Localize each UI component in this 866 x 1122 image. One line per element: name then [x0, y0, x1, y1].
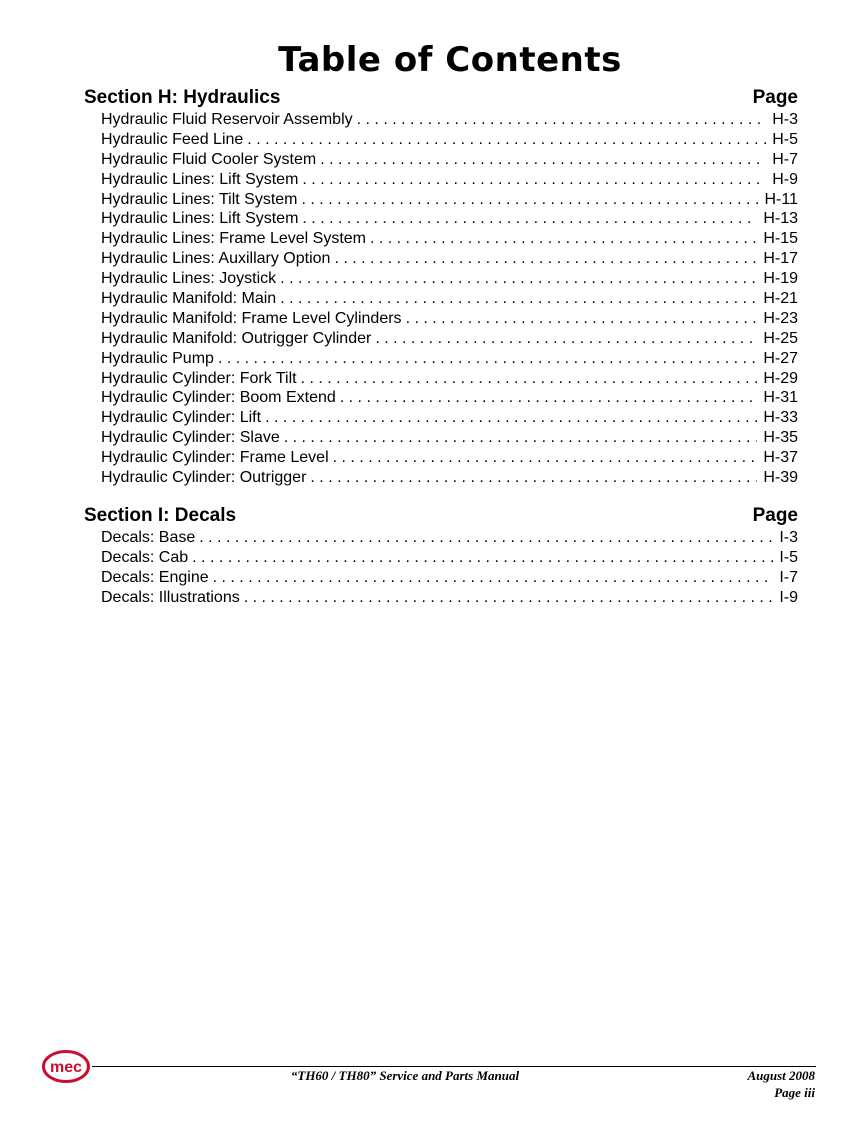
toc-entry-label: Hydraulic Cylinder: Lift [101, 409, 262, 427]
toc-entry-page: H-17 [763, 250, 798, 268]
dot-leader [218, 349, 757, 369]
toc-entry-page: H-15 [763, 230, 798, 248]
footer-date: August 2008 [747, 1068, 815, 1083]
dot-leader [192, 548, 773, 568]
toc-entry-page: I-3 [779, 529, 798, 546]
toc-entry-label: Hydraulic Manifold: Outrigger Cylinder [101, 329, 372, 347]
page-column-heading: Page [752, 505, 798, 526]
toc-entry-label: Hydraulic Lines: Joystick [101, 270, 277, 288]
toc-entry[interactable] [101, 388, 798, 408]
toc-entry-label: Hydraulic Lines: Lift System [101, 170, 299, 188]
dot-leader [302, 190, 759, 210]
toc-entry[interactable] [101, 468, 798, 488]
toc-entry-label: Hydraulic Manifold: Main [101, 290, 277, 308]
toc-entry[interactable] [101, 448, 798, 468]
toc-entry-label: Hydraulic Manifold: Frame Level Cylinders [101, 309, 402, 327]
toc-entry-label: Hydraulic Lines: Auxillary Option [101, 250, 331, 268]
toc-entry-page: H-27 [763, 349, 798, 367]
dot-leader [333, 448, 758, 468]
toc-entry-page: I-5 [779, 548, 798, 566]
toc-entry[interactable] [101, 309, 798, 329]
toc-entry[interactable] [101, 229, 798, 249]
toc-entry-label: Decals: Base [101, 529, 196, 546]
dot-leader [244, 588, 774, 608]
footer-rule [92, 1066, 816, 1067]
toc-entry-page: H-3 [772, 111, 798, 128]
dot-leader [406, 309, 758, 329]
section-heading: Section I: Decals [84, 505, 237, 526]
dot-leader [284, 428, 758, 448]
toc-entry-page: I-7 [779, 568, 798, 586]
toc-entry-page: H-11 [764, 190, 798, 208]
logo-text: mec [49, 1059, 83, 1076]
section-heading: Section H: Hydraulics [84, 87, 281, 108]
toc-entries [101, 110, 798, 488]
toc-entry-label: Hydraulic Lines: Lift System [101, 210, 299, 228]
section-header [84, 504, 798, 528]
dot-leader [357, 110, 767, 130]
dot-leader [340, 388, 758, 408]
toc-entry[interactable] [101, 528, 798, 548]
toc-entry-page: H-13 [763, 210, 798, 228]
toc-entry-label: Decals: Engine [101, 568, 209, 586]
toc-entry[interactable] [101, 568, 798, 588]
toc-entry[interactable] [101, 588, 798, 608]
toc-entry-page: H-39 [763, 469, 798, 487]
mec-logo-icon [42, 1050, 90, 1083]
toc-entry[interactable] [101, 408, 798, 428]
toc-entry-page: H-21 [763, 290, 798, 308]
toc-entry-label: Hydraulic Fluid Cooler System [101, 150, 317, 168]
section-hydraulics [84, 86, 798, 488]
dot-leader [301, 369, 758, 389]
dot-leader [280, 289, 757, 309]
toc-entry-label: Hydraulic Lines: Frame Level System [101, 230, 366, 248]
toc-entry-label: Hydraulic Cylinder: Slave [101, 429, 280, 447]
toc-entry-page: H-19 [763, 270, 798, 288]
toc-entry-page: H-35 [763, 429, 798, 447]
toc-entry[interactable] [101, 249, 798, 269]
dot-leader [247, 130, 766, 150]
toc-entry[interactable] [101, 369, 798, 389]
toc-entry-page: H-5 [772, 130, 798, 148]
toc-entry[interactable] [101, 150, 798, 170]
dot-leader [213, 568, 774, 588]
toc-entry[interactable] [101, 349, 798, 369]
footer-manual-title: “TH60 / TH80” Service and Parts Manual [290, 1068, 520, 1083]
dot-leader [320, 150, 766, 170]
toc-entry[interactable] [101, 209, 798, 229]
toc-entry[interactable] [101, 269, 798, 289]
toc-entry-label: Decals: Illustrations [101, 588, 240, 606]
toc-entry-page: H-37 [763, 449, 798, 467]
section-decals [84, 504, 798, 608]
toc-entry-label: Hydraulic Feed Line [101, 130, 244, 148]
toc-entry[interactable] [101, 110, 798, 130]
toc-entry-label: Hydraulic Cylinder: Outrigger [101, 469, 307, 487]
toc-entries [101, 528, 798, 608]
dot-leader [370, 229, 757, 249]
toc-entry-page: H-23 [763, 309, 798, 327]
dot-leader [199, 528, 773, 548]
toc-entry-page: I-9 [779, 588, 798, 606]
dot-leader [375, 329, 757, 349]
toc-entry[interactable] [101, 428, 798, 448]
toc-entry-page: H-25 [763, 329, 798, 347]
toc-entry-label: Hydraulic Cylinder: Fork Tilt [101, 369, 297, 387]
toc-entry[interactable] [101, 190, 798, 210]
toc-entry-label: Hydraulic Lines: Tilt System [101, 190, 298, 208]
toc-entry[interactable] [101, 329, 798, 349]
toc-entry-page: H-7 [772, 150, 798, 168]
dot-leader [280, 269, 757, 289]
toc-entry-page: H-9 [772, 170, 798, 188]
section-header [84, 86, 798, 110]
dot-leader [302, 209, 757, 229]
dot-leader [334, 249, 757, 269]
toc-entry-label: Hydraulic Cylinder: Frame Level [101, 449, 329, 467]
toc-entry[interactable] [101, 289, 798, 309]
toc-entry-page: H-29 [763, 369, 798, 387]
toc-entry-page: H-33 [763, 409, 798, 427]
dot-leader [302, 170, 766, 190]
toc-entry-label: Hydraulic Fluid Reservoir Assembly [101, 111, 353, 128]
toc-entry[interactable] [101, 170, 798, 190]
page-title: Table of Contents [278, 40, 622, 80]
toc-entry[interactable] [101, 548, 798, 568]
footer-page-number: Page iii [774, 1085, 815, 1100]
dot-leader [310, 468, 757, 488]
toc-entry-label: Decals: Cab [101, 548, 189, 566]
toc-entry[interactable] [101, 130, 798, 150]
toc-entry-page: H-31 [763, 389, 798, 407]
toc-entry-label: Hydraulic Cylinder: Boom Extend [101, 389, 336, 407]
toc-entry-label: Hydraulic Pump [101, 349, 214, 367]
page-column-heading: Page [752, 87, 798, 108]
dot-leader [265, 408, 757, 428]
